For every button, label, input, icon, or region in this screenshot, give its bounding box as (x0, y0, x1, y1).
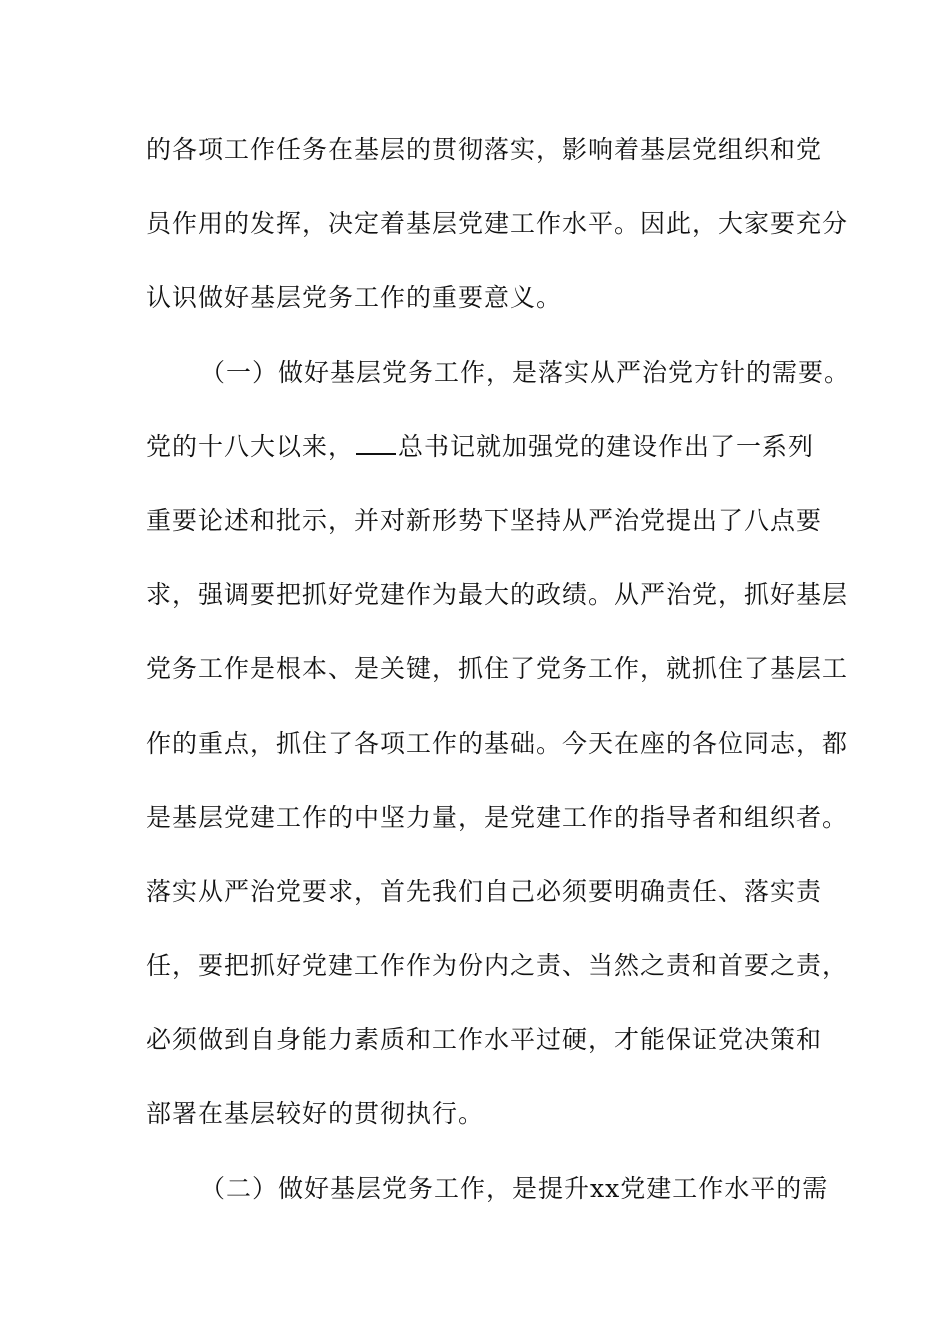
line-text-after-blank: 总书记就加强党的建设作出了一系列 (398, 432, 815, 461)
fill-in-blank (356, 433, 396, 455)
paragraph-line: 认识做好基层党务工作的重要意义。 (146, 283, 563, 312)
paragraph-line: 员作用的发挥，决定着基层党建工作水平。因此，大家要充分 (146, 209, 849, 238)
paragraph-line: 必须做到自身能力素质和工作水平过硬，才能保证党决策和 (146, 1025, 823, 1054)
paragraph-line: 的各项工作任务在基层的贯彻落实，影响着基层党组织和党 (146, 135, 823, 164)
paragraph-line: 落实从严治党要求，首先我们自己必须要明确责任、落实责 (146, 877, 823, 906)
paragraph-line: 任，要把抓好党建工作作为份内之责、当然之责和首要之责， (146, 951, 849, 980)
paragraph-line: 作的重点，抓住了各项工作的基础。今天在座的各位同志，都 (146, 729, 849, 758)
paragraph-line: 求，强调要把抓好党建作为最大的政绩。从严治党，抓好基层 (146, 580, 849, 609)
paragraph-line: 是基层党建工作的中坚力量，是党建工作的指导者和组织者。 (146, 803, 849, 832)
paragraph-line: 部署在基层较好的贯彻执行。 (146, 1099, 485, 1128)
paragraph-line: 党务工作是根本、是关键，抓住了党务工作，就抓住了基层工 (146, 654, 849, 683)
paragraph-line: 重要论述和批示，并对新形势下坚持从严治党提出了八点要 (146, 506, 823, 535)
section-heading-1: （一）做好基层党务工作，是落实从严治党方针的需要。 (200, 358, 851, 387)
line-text-before-blank: 党的十八大以来， (146, 432, 355, 461)
paragraph-line-with-blank (146, 430, 836, 464)
section-heading-2: （二）做好基层党务工作，是提升xx党建工作水平的需 (200, 1174, 829, 1203)
